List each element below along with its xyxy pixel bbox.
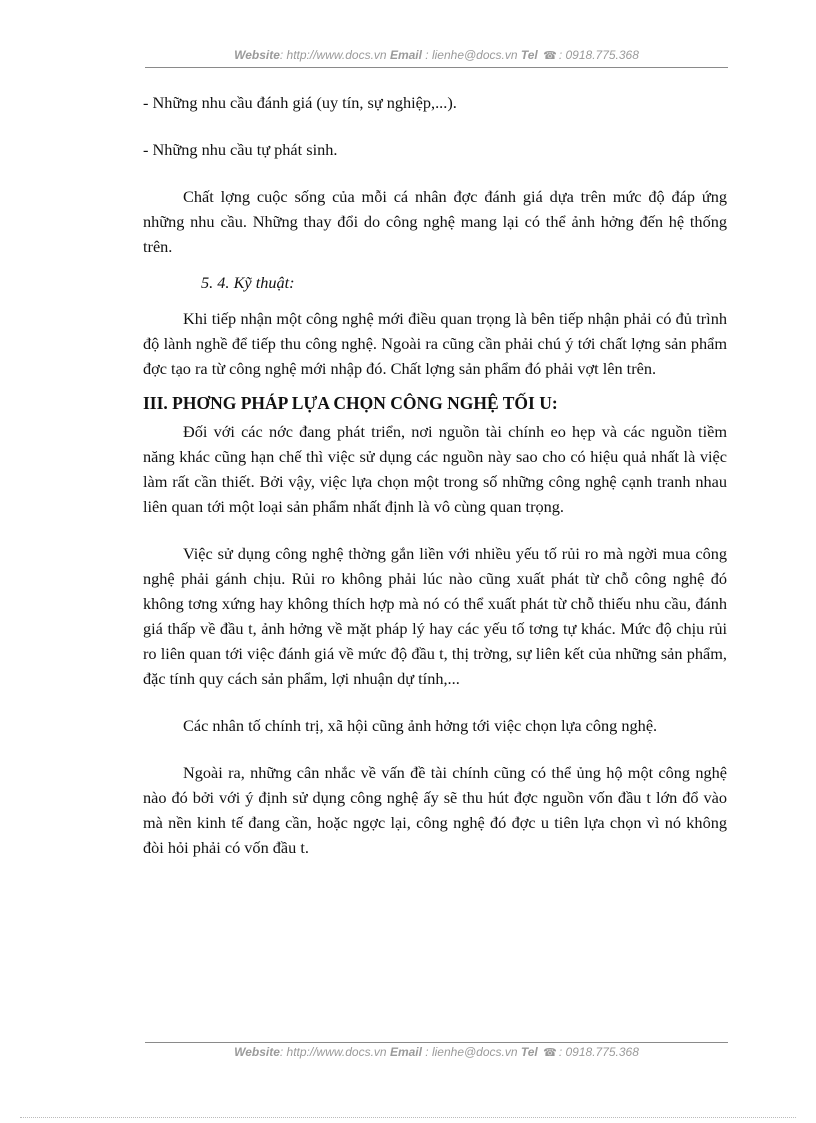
website-value: : http://www.docs.vn: [279, 48, 387, 62]
document-body: [143, 90, 727, 860]
bullet-paragraph-2: - Những nhu cầu tự phát sinh.: [143, 140, 338, 159]
footer-tel-value: : 0918.775.368: [558, 1045, 639, 1059]
tel-value: : 0918.775.368: [558, 48, 639, 62]
footer-email-label: Email: [389, 1045, 422, 1059]
page-edge-divider: [20, 1117, 796, 1118]
phone-icon: ☎: [543, 50, 557, 62]
paragraph-developing-countries: Đối với các nớc đang phát triển, nơi nguồn tài chính eo hẹp và các nguồn tiềm năng khác cũng hạn chế thì việc sử dụng các nguồn này sao cho có hiệu quả nhất là việc làm rất cần thiết. Bởi vậy, việc lựa chọn một trong số những công nghệ cạnh tranh nhau liên quan tới một loại sản phẩm nhất định là vô cùng quan trọng.: [143, 422, 727, 516]
bullet-paragraph-1: - Những nhu cầu đánh giá (uy tín, sự nghiệp,...).: [143, 93, 457, 112]
page-header: [145, 48, 728, 68]
footer-tel-label: Tel: [520, 1045, 538, 1059]
paragraph-financial: Ngoài ra, những cân nhắc về vấn đề tài chính cũng có thể ủng hộ một công nghệ nào đó bởi với ý định sử dụng công nghệ ấy sẽ thu hút đợc nguồn vốn đầu t lớn đổ vào mà nền kinh tế đang cần, hoặc ngợc lại, công nghệ đó đợc u tiên lựa chọn vì nó không đòi hỏi phải có vốn đầu t.: [143, 763, 727, 857]
footer-website-value: : http://www.docs.vn: [279, 1045, 387, 1059]
tel-label: Tel: [520, 48, 538, 62]
website-label: Website: [234, 48, 280, 62]
paragraph-political-factors: Các nhân tố chính trị, xã hội cũng ảnh hởng tới việc chọn lựa công nghệ.: [183, 716, 658, 735]
subheading-technique: 5. 4. Kỹ thuật:: [201, 273, 295, 292]
email-label: Email: [389, 48, 422, 62]
section-heading: III. PHƠNG PHÁP LỰA CHỌN CÔNG NGHỆ TỐI U:: [143, 393, 558, 413]
paragraph-quality-of-life: Chất lợng cuộc sống của mỗi cá nhân đợc đánh giá dựa trên mức độ đáp ứng những nhu cầu. Những thay đổi do công nghệ mang lại có thể ảnh hởng đến hệ thống trên.: [143, 187, 727, 256]
footer-phone-icon: ☎: [543, 1047, 557, 1059]
email-value: : lienhe@docs.vn: [425, 48, 518, 62]
page-footer: [145, 1042, 728, 1064]
paragraph-technique: Khi tiếp nhận một công nghệ mới điều quan trọng là bên tiếp nhận phải có đủ trình độ lành nghề để tiếp thu công nghệ. Ngoài ra cũng cần phải chú ý tới chất lợng sản phẩm đợc tạo ra từ công nghệ mới nhập đó. Chất lợng sản phẩm đó phải vợt lên trên.: [143, 309, 727, 378]
paragraph-risk: Việc sử dụng công nghệ thờng gắn liền với nhiều yếu tố rủi ro mà ngời mua công nghệ phải gánh chịu. Rủi ro không phải lúc nào cũng xuất phát từ chỗ công nghệ đó không tơng xứng hay không thích hợp mà nó có thể xuất phát từ chỗ thiếu nhu cầu, đánh giá thấp về đầu t, ảnh hởng về mặt pháp lý hay các yếu tố tơng tự khác. Mức độ chịu rủi ro liên quan tới việc đánh giá về mức độ đầu t, thị trờng, sự liên kết của những sản phẩm, đặc tính quy cách sản phẩm, lợi nhuận dự tính,...: [143, 544, 727, 688]
footer-website-label: Website: [234, 1045, 280, 1059]
footer-email-value: : lienhe@docs.vn: [425, 1045, 518, 1059]
